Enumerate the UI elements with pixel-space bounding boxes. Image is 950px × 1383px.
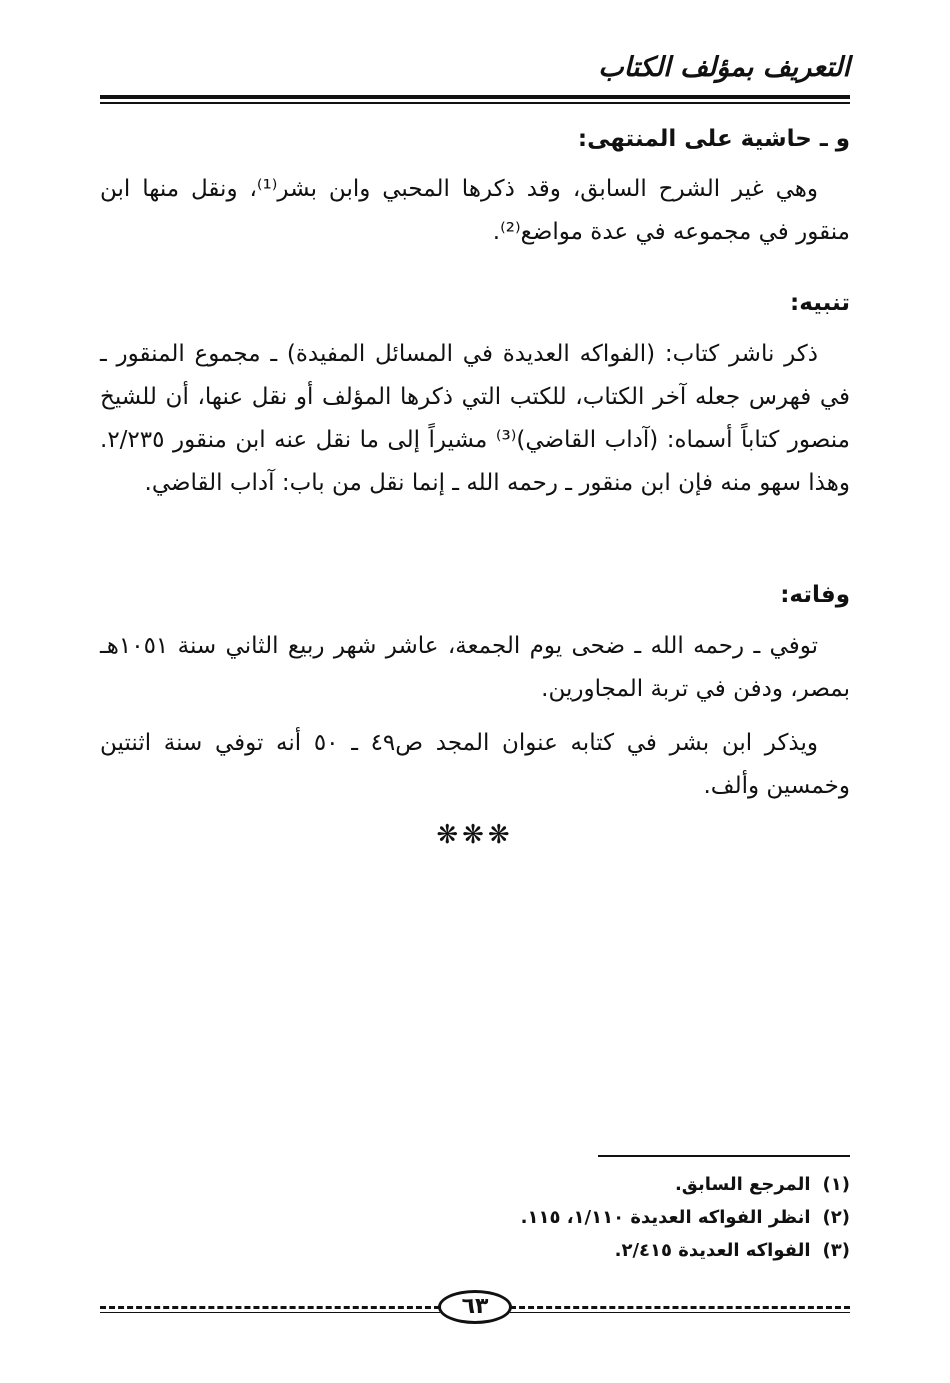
paragraph-hashiya-text: وهي غير الشرح السابق، وقد ذكرها المحبي وابن بشر⁽¹⁾، ونقل منها ابن منقور في مجموعه في عدة مواضع⁽²⁾. xyxy=(100,176,850,245)
header-rule-thin xyxy=(100,102,850,104)
paragraph-wafat-2 xyxy=(100,722,850,808)
footnotes xyxy=(100,1168,850,1267)
paragraph-tanbih xyxy=(100,333,850,505)
footnote-text: المرجع السابق. xyxy=(674,1174,811,1195)
footnote-2 xyxy=(100,1201,850,1234)
footer-underline-right xyxy=(510,1312,850,1313)
footnote-separator xyxy=(598,1155,850,1157)
footer-dash-left xyxy=(100,1306,440,1309)
footnote-1 xyxy=(100,1168,850,1201)
page-number: ٦٣ xyxy=(438,1290,512,1324)
footnote-number: (١) xyxy=(822,1174,850,1195)
section-heading-tanbih: تنبيه: xyxy=(790,290,850,316)
section-heading-wafat: وفاته: xyxy=(780,582,850,608)
paragraph-wafat-1-text: توفي ـ رحمه الله ـ ضحى يوم الجمعة، عاشر شهر ربيع الثاني سنة ١٠٥١هـ بمصر، ودفن في تربة المجاورين. xyxy=(100,633,850,702)
section-end-ornament: ❋❋❋ xyxy=(436,820,514,850)
footer-underline-left xyxy=(100,1312,440,1313)
footnote-text: انظر الفواكه العديدة ١/١١٠، ١١٥. xyxy=(520,1207,811,1228)
paragraph-hashiya xyxy=(100,168,850,254)
running-title: التعريف بمؤلف الكتاب xyxy=(598,52,850,83)
footnote-number: (٣) xyxy=(822,1240,850,1261)
paragraph-wafat-1 xyxy=(100,625,850,711)
header-rule-thick xyxy=(100,95,850,99)
footnote-text: الفواكه العديدة ٢/٤١٥. xyxy=(614,1240,811,1261)
footnote-3 xyxy=(100,1234,850,1267)
paragraph-wafat-2-text: ويذكر ابن بشر في كتابه عنوان المجد ص٤٩ ـ ٥٠ أنه توفي سنة اثنتين وخمسين وألف. xyxy=(100,730,850,799)
paragraph-tanbih-text: ذكر ناشر كتاب: (الفواكه العديدة في المسائل المفيدة) ـ مجموع المنقور ـ في فهرس جعله آخر الكتاب، للكتب التي ذكرها المؤلف أو نقل عنها، أن للشيخ منصور كتاباً أسماه: (آداب القاضي)⁽³⁾ مشيراً إلى ما نقل عنه ابن منقور ٢/٢٣٥. وهذا سهو منه فإن ابن منقور ـ رحمه الله ـ إنما نقل من باب: آداب القاضي. xyxy=(100,341,850,496)
section-heading-hashiya: و ـ حاشية على المنتهى: xyxy=(577,126,850,152)
footer-dash-right xyxy=(510,1306,850,1309)
footnote-number: (٢) xyxy=(822,1207,850,1228)
